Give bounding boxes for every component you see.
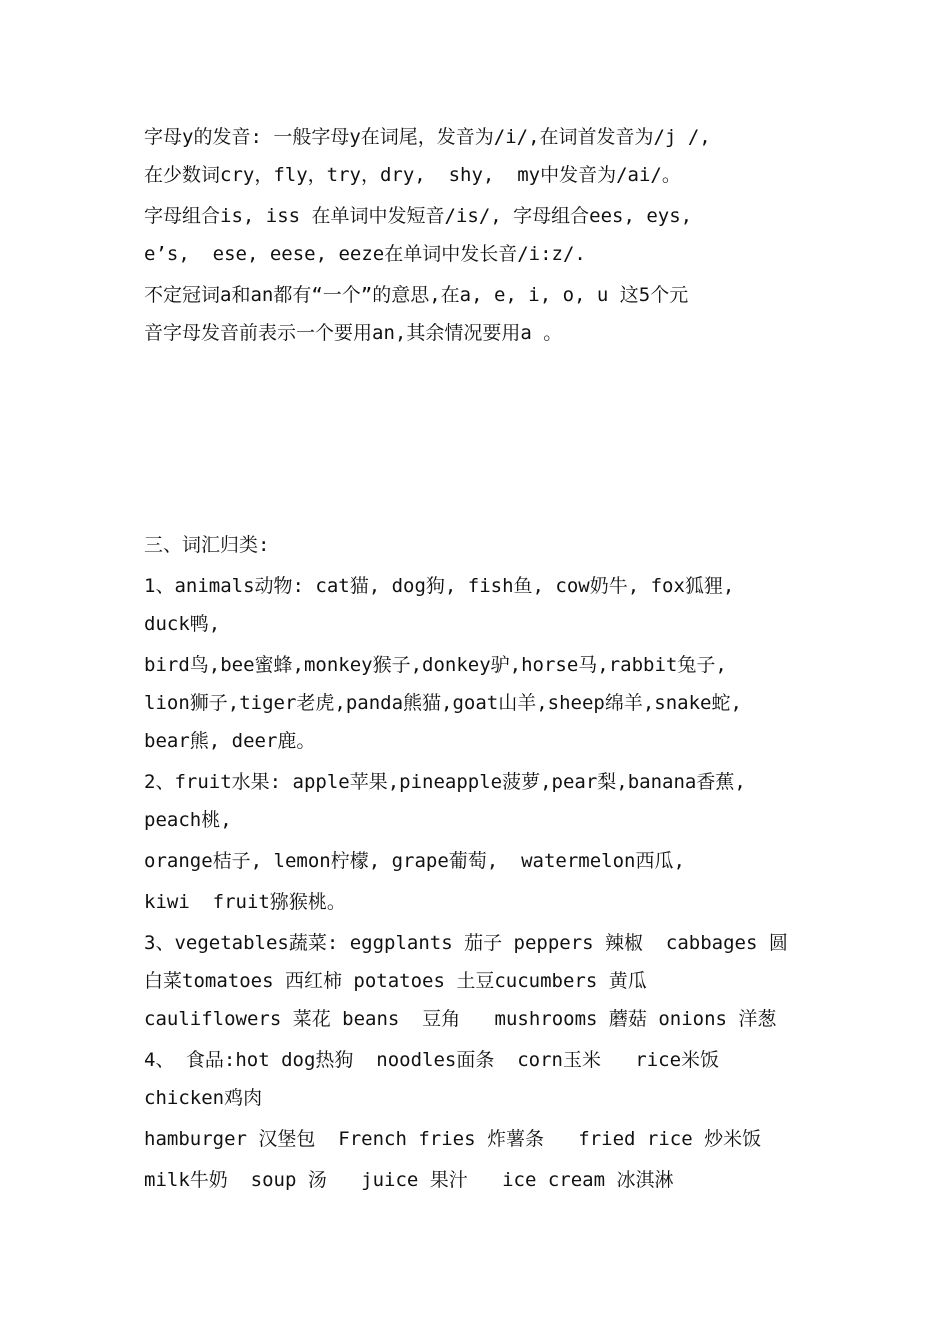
article-rule-line-2: 音字母发音前表示一个要用an,其余情况要用a 。	[144, 322, 563, 344]
vegetables-line-3: cauliflowers 菜花 beans 豆角 mushrooms 蘑菇 onions 洋葱	[144, 1008, 777, 1030]
vocabulary-section	[144, 526, 834, 1199]
food-line-2: chicken鸡肉	[144, 1087, 263, 1109]
food-group	[144, 1041, 834, 1199]
animals-line-5: bear熊, deer鹿。	[144, 730, 316, 752]
is-rule-line-2: e’s, ese, eese, eeze在单词中发长音/i:z/.	[144, 243, 586, 265]
vegetables-line-2: 白菜tomatoes 西红柿 potatoes 土豆cucumbers 黄瓜	[144, 970, 647, 992]
article-rule-line-1: 不定冠词a和an都有“一个”的意思,在a, e, i, o, u 这5个元	[144, 284, 689, 306]
pronunciation-section	[144, 118, 834, 352]
y-rule-line-1: 字母y的发音: 一般字母y在词尾，发音为/i/,在词首发音为/j /,	[144, 126, 711, 148]
food-line-3: hamburger 汉堡包 French fries 炸薯条 fried rice 炒米饭	[144, 1128, 762, 1150]
is-rule-line-1: 字母组合is, iss 在单词中发短音/is/, 字母组合ees, eys,	[144, 205, 693, 227]
animals-line-1: 1、animals动物: cat猫, dog狗, fish鱼, cow奶牛, fox狐狸,	[144, 575, 735, 597]
food-line-4: milk牛奶 soup 汤 juice 果汁 ice cream 冰淇淋	[144, 1169, 674, 1191]
section-title: 三、词汇归类:	[144, 534, 270, 556]
y-rule-line-2: 在少数词cry，fly，try，dry, shy, my中发音为/ai/。	[144, 164, 681, 186]
fruit-line-3: orange桔子, lemon柠檬, grape葡萄, watermelon西瓜,	[144, 850, 685, 872]
fruit-group	[144, 763, 834, 921]
fruit-line-4: kiwi fruit猕猴桃。	[144, 891, 346, 913]
fruit-line-1: 2、fruit水果: apple苹果,pineapple菠萝,pear梨,banana香蕉,	[144, 771, 746, 793]
animals-line-2: duck鸭,	[144, 613, 221, 635]
fruit-line-2: peach桃,	[144, 809, 232, 831]
animals-line-4: lion狮子,tiger老虎,panda熊猫,goat山羊,sheep绵羊,snake蛇,	[144, 692, 742, 714]
vegetables-line-1: 3、vegetables蔬菜: eggplants 茄子 peppers 辣椒 cabbages 圆	[144, 932, 788, 954]
vegetables-group	[144, 924, 834, 1038]
animals-group	[144, 567, 834, 760]
animals-line-3: bird鸟,bee蜜蜂,monkey猴子,donkey驴,horse马,rabbit兔子,	[144, 654, 727, 676]
food-line-1: 4、 食品:hot dog热狗 noodles面条 corn玉米 rice米饭	[144, 1049, 720, 1071]
